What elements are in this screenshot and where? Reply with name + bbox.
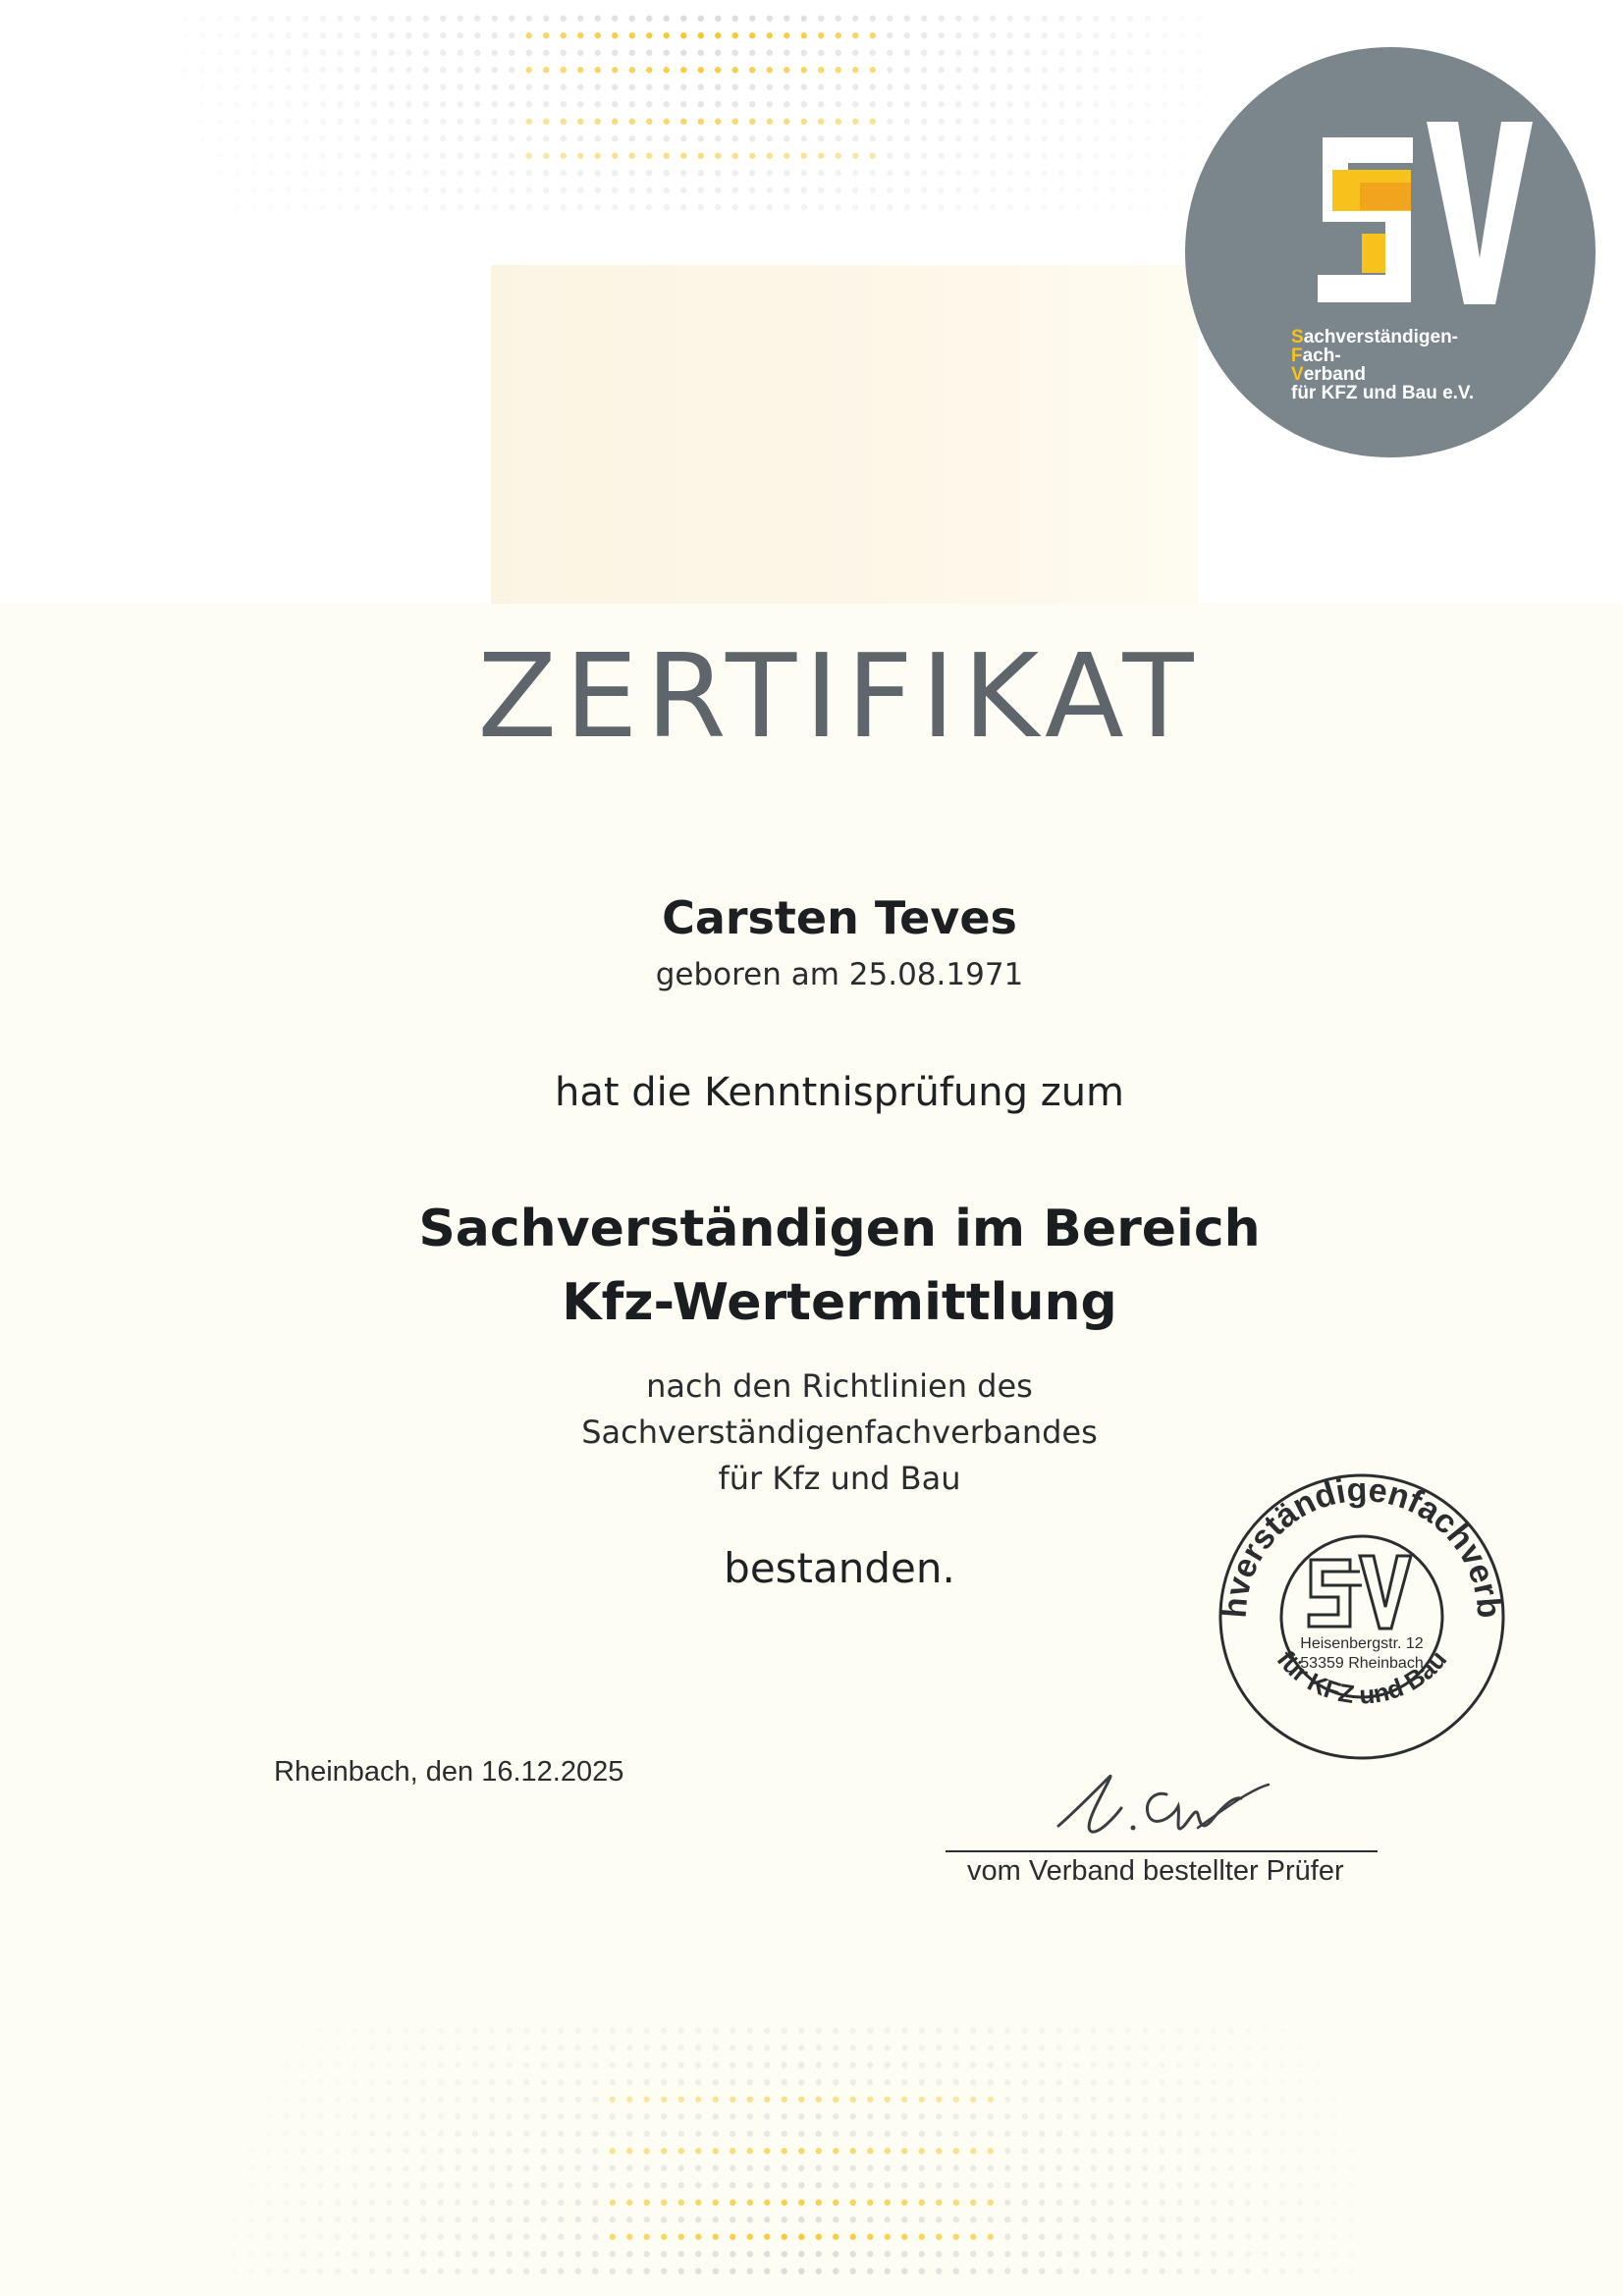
- stamp-bottom-text: für KFZ und Bau: [1271, 1644, 1453, 1710]
- signature-line: [946, 1850, 1378, 1852]
- signatory-caption: vom Verband bestellter Prüfer: [967, 1855, 1344, 1887]
- logo-caption-line: Fach-: [1291, 346, 1341, 366]
- logo-caption: [1291, 328, 1517, 402]
- logo-caption-line: Verband: [1291, 364, 1367, 385]
- stamp-address-city: 53359 Rheinbach: [1300, 1655, 1424, 1672]
- decorative-background-shape: [491, 265, 1198, 604]
- decorative-dot-pattern-top: [177, 10, 1208, 236]
- recipient-name: Carsten Teves: [662, 891, 1017, 944]
- decorative-dot-pattern-bottom: [226, 2022, 1355, 2287]
- stamp-address-street: Heisenbergstr. 12: [1300, 1635, 1424, 1652]
- association-logo: [1185, 47, 1596, 457]
- stamp-ring-text: hverständigenfachverb: [1216, 1470, 1508, 1620]
- qualification-line-2: Kfz-Wertermittlung: [562, 1273, 1117, 1332]
- logo-caption-line: für KFZ und Bau e.V.: [1291, 383, 1475, 403]
- birth-date-line: geboren am 25.08.1971: [655, 957, 1024, 992]
- qualification-line-1: Sachverständigen im Bereich: [418, 1200, 1261, 1258]
- logo-caption-line: Sachverständigen-: [1291, 327, 1459, 347]
- certificate-title: ZERTIFIKAT: [477, 628, 1202, 764]
- guideline-line-2: Sachverständigenfachverbandes: [581, 1414, 1098, 1451]
- exam-intro-text: hat die Kenntnisprüfung zum: [554, 1070, 1125, 1115]
- official-stamp: [1215, 1469, 1509, 1768]
- stamp-monogram-icon: [1309, 1556, 1411, 1629]
- place-and-date: Rheinbach, den 16.12.2025: [274, 1756, 624, 1788]
- guideline-line-1: nach den Richtlinien des: [646, 1367, 1033, 1405]
- handwritten-signature: [1041, 1757, 1276, 1859]
- guideline-line-3: für Kfz und Bau: [718, 1460, 961, 1497]
- exam-result: bestanden.: [724, 1544, 955, 1592]
